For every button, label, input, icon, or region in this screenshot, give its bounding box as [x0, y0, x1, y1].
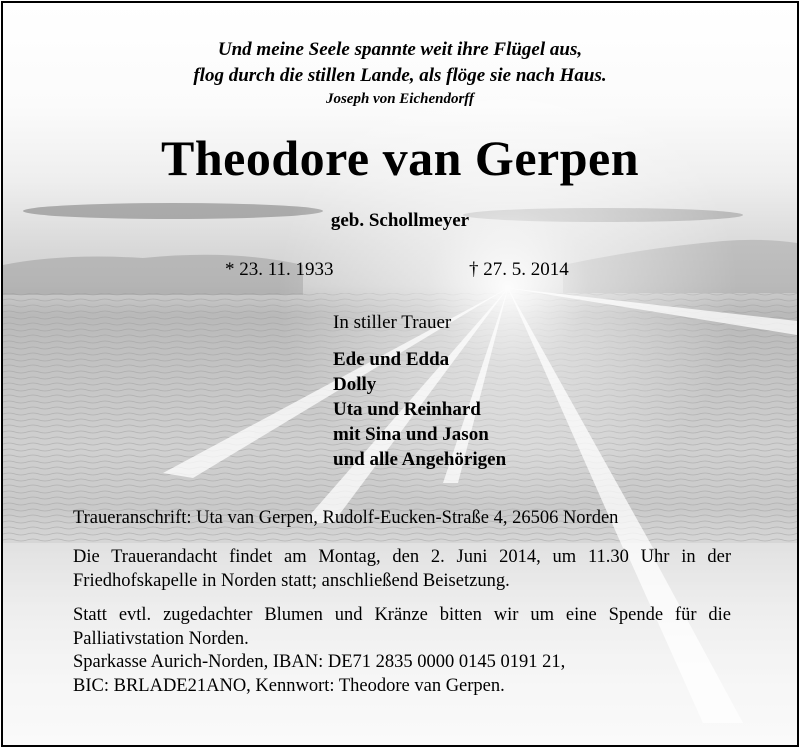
donation-request: Statt evtl. zugedachter Blumen und Kränze bitten wir um eine Spende für die Palliativstation Norden. [73, 605, 731, 649]
service-info: Die Trauerandacht findet am Montag, den 2. Juni 2014, um 11.30 Uhr in der Friedhofskapelle in Norden statt; anschließend Beisetzung. [73, 547, 731, 591]
bic-details: BIC: BRLADE21ANO, Kennwort: Theodore van Gerpen. [73, 676, 505, 696]
death-date: † 27. 5. 2014 [469, 259, 569, 280]
obituary-notice [1, 1, 799, 747]
mourner-name: Ede und Edda [333, 349, 450, 370]
deceased-name: Theodore van Gerpen [160, 130, 640, 186]
birth-name: geb. Schollmeyer [330, 210, 470, 231]
mourner-name: mit Sina und Jason [333, 424, 489, 445]
mourner-name: und alle Angehörigen [333, 449, 507, 470]
quote-line-1: Und meine Seele spannte weit ihre Flügel aus, [217, 39, 583, 60]
mourning-address: Traueranschrift: Uta van Gerpen, Rudolf-Eucken-Straße 4, 26506 Norden [73, 508, 619, 528]
mourning-intro: In stiller Trauer [333, 312, 452, 333]
bank-details: Sparkasse Aurich-Norden, IBAN: DE71 2835 0000 0145 0191 21, [73, 652, 566, 672]
mourners-list [333, 347, 506, 472]
quote-author: Joseph von Eichendorff [325, 91, 475, 107]
birth-date: * 23. 11. 1933 [225, 259, 334, 280]
mourner-name: Uta und Reinhard [333, 399, 481, 420]
mourner-name: Dolly [333, 374, 377, 395]
quote-line-2: flog durch die stillen Lande, als flöge sie nach Haus. [193, 65, 607, 86]
